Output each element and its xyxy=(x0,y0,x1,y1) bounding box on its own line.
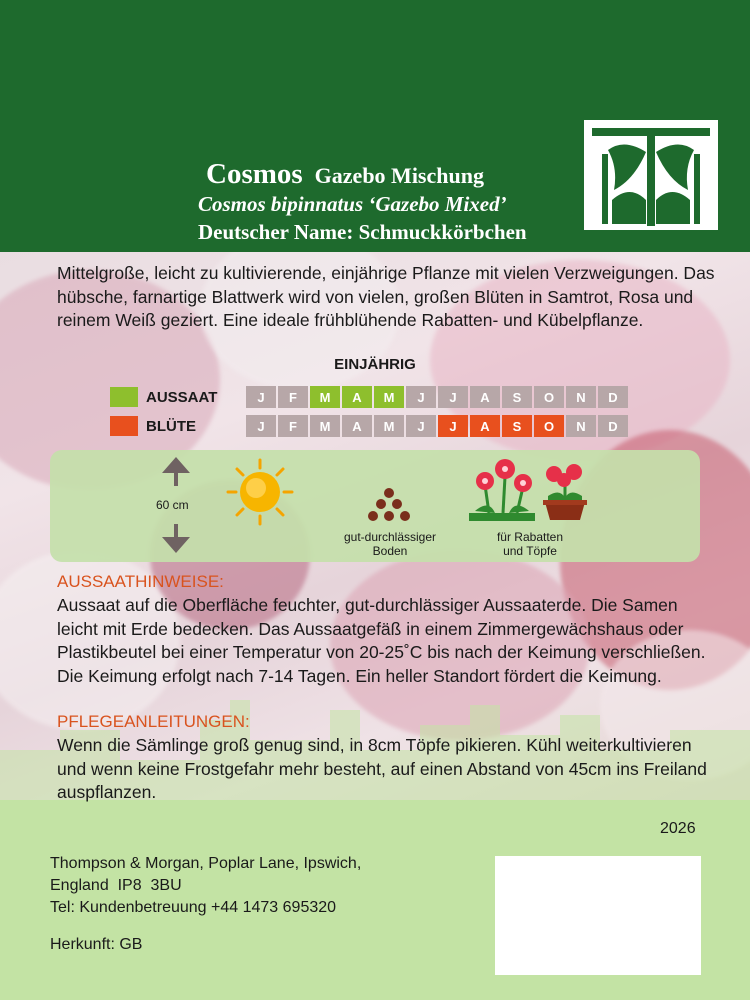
sowing-label: AUSSAAT xyxy=(146,388,218,406)
bloom-month-6: J xyxy=(406,415,436,437)
bloom-month-9: S xyxy=(502,415,532,437)
arrow-down-shaft xyxy=(174,524,178,538)
full-sun-icon xyxy=(226,458,294,526)
sowing-month-1: J xyxy=(246,386,276,408)
sowing-month-9: S xyxy=(502,386,532,408)
bloom-month-3: M xyxy=(310,415,340,437)
potted-flower-icon xyxy=(540,458,590,522)
sowing-instructions: Aussaat auf die Oberfläche feuchter, gut-durchlässiger Aussaaterde. Die Samen leicht mit Erde bedecken. Das Aussaatgefäß in einem Zimmergewächshaus oder Plastikbeutel bei einer Temperatur von 20-25˚C bis nach der Keimung verschließen. Die Keimung erfolgt nach 7-14 Tagen. Ein heller Standort fördert die Keimung. xyxy=(57,595,706,686)
sowing-month-10: O xyxy=(534,386,564,408)
bloom-month-2: F xyxy=(278,415,308,437)
title-main: Cosmos xyxy=(206,158,303,190)
sowing-month-7: J xyxy=(438,386,468,408)
arrow-down-icon xyxy=(162,537,190,553)
arrow-up-shaft xyxy=(174,472,178,486)
use-label-line2: und Töpfe xyxy=(503,544,557,558)
bloom-calendar-row xyxy=(110,415,630,437)
sowing-month-2: F xyxy=(278,386,308,408)
sowing-month-4: A xyxy=(342,386,372,408)
sowing-months xyxy=(246,386,630,408)
address-line2: England IP8 3BU xyxy=(50,877,182,894)
bloom-month-1: J xyxy=(246,415,276,437)
company-address xyxy=(50,853,361,919)
soil-label-line1: gut-durchlässiger xyxy=(343,530,437,544)
use-label xyxy=(470,530,590,558)
bloom-month-7: J xyxy=(438,415,468,437)
sowing-calendar-row xyxy=(110,386,630,408)
bloom-month-11: N xyxy=(566,415,596,437)
title-variety: Gazebo Mischung xyxy=(314,163,484,188)
latin-name: Cosmos bipinnatus ‘Gazebo Mixed’ xyxy=(198,192,507,216)
bloom-month-10: O xyxy=(534,415,564,437)
sowing-month-6: J xyxy=(406,386,436,408)
bloom-month-4: A xyxy=(342,415,372,437)
product-title xyxy=(206,158,484,191)
annual-label: EINJÄHRIG xyxy=(334,356,416,373)
thompson-morgan-plant-logo-icon xyxy=(584,120,718,230)
sowing-month-12: D xyxy=(598,386,628,408)
bloom-color-swatch xyxy=(110,416,138,436)
soil-label xyxy=(330,530,450,558)
product-description: Mittelgroße, leicht zu kultivierende, einjährige Pflanze mit vielen Verzweigungen. Das hübsche, farnartige Blattwerk wird von vielen, großen Blüten in Samtrot, Rosa und reinem Weiß geziert. Eine ideale frühblühende Rabatten- und Kübelpflanze. xyxy=(57,263,715,330)
label-blank-area xyxy=(495,856,701,975)
border-flowers-icon xyxy=(465,455,539,523)
sowing-month-5: M xyxy=(374,386,404,408)
care-instructions: Wenn die Sämlinge groß genug sind, in 8cm Töpfe pikieren. Kühl weiterkultivieren und wenn keine Frostgefahr mehr besteht, auf einen Abstand von 45cm ins Freiland auspflanzen. xyxy=(57,735,707,802)
care-heading: PFLEGEANLEITUNGEN: xyxy=(57,712,250,731)
german-name: Deutscher Name: Schmuckkörbchen xyxy=(198,220,527,244)
sowing-month-8: A xyxy=(470,386,500,408)
bloom-months xyxy=(246,415,630,437)
sowing-month-3: M xyxy=(310,386,340,408)
address-line1: Thompson & Morgan, Poplar Lane, Ipswich, xyxy=(50,855,362,872)
phone-number: Tel: Kundenbetreuung +44 1473 695320 xyxy=(50,899,337,916)
bloom-label: BLÜTE xyxy=(146,417,196,435)
arrow-up-icon xyxy=(162,457,190,473)
bloom-month-5: M xyxy=(374,415,404,437)
plant-height: 60 cm xyxy=(156,498,189,512)
use-label-line1: für Rabatten xyxy=(496,530,564,544)
sowing-month-11: N xyxy=(566,386,596,408)
sowing-heading: AUSSAATHINWEISE: xyxy=(57,572,224,591)
origin: Herkunft: GB xyxy=(50,936,143,953)
sowing-color-swatch xyxy=(110,387,138,407)
soil-label-line2: Boden xyxy=(372,544,408,558)
soil-drainage-icon xyxy=(365,486,413,526)
bloom-month-12: D xyxy=(598,415,628,437)
year: 2026 xyxy=(660,820,696,837)
bloom-month-8: A xyxy=(470,415,500,437)
